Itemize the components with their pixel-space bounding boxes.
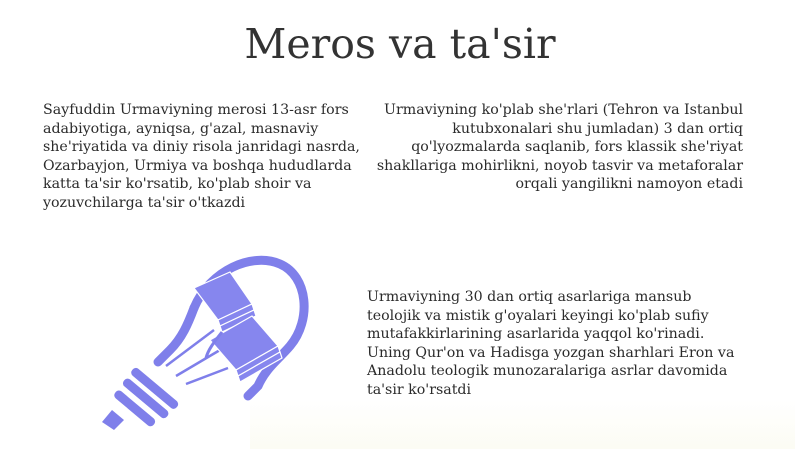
paragraph-manuscripts: Urmaviyning ko'plab she'rlari (Tehron va Istanbul kutubxonalari shu jumladan) 3 dan ortiq qo'lyozmalarda saqlanib, fors klassik she'riyat shakllariga mohirlikni, noyob tasvir va metaforalar orqali yangilikni namoyon etadi bbox=[376, 102, 743, 193]
paragraph-theological-ideas: Urmaviyning 30 dan ortiq asarlariga mansub teolojik va mistik g'oyalari keyingi ko'plab sufiy mutafakkirlarining asarlarida yaqqol ko'rinadi. Uning Qur'on va Hadisga yozgan sharhlari Eron va Anadolu teologik munozaralariga asrlar davomida ta'sir ko'rsatdi bbox=[367, 289, 735, 398]
paragraph-legacy-influence: Sayfuddin Urmaviyning merosi 13-asr fors adabiyotiga, ayniqsa, g'azal, masnaviy she'riyatida va diniy risola janridagi nasrda, Ozarbayjon, Urmiya va boshqa hududlarda katta ta'sir ko'rsatib, ko'plab shoir va yozuvchilarga ta'sir o'tkazdi bbox=[43, 102, 360, 211]
decorative-glow bbox=[250, 400, 795, 449]
slide-title: Meros va ta'sir bbox=[244, 20, 556, 68]
